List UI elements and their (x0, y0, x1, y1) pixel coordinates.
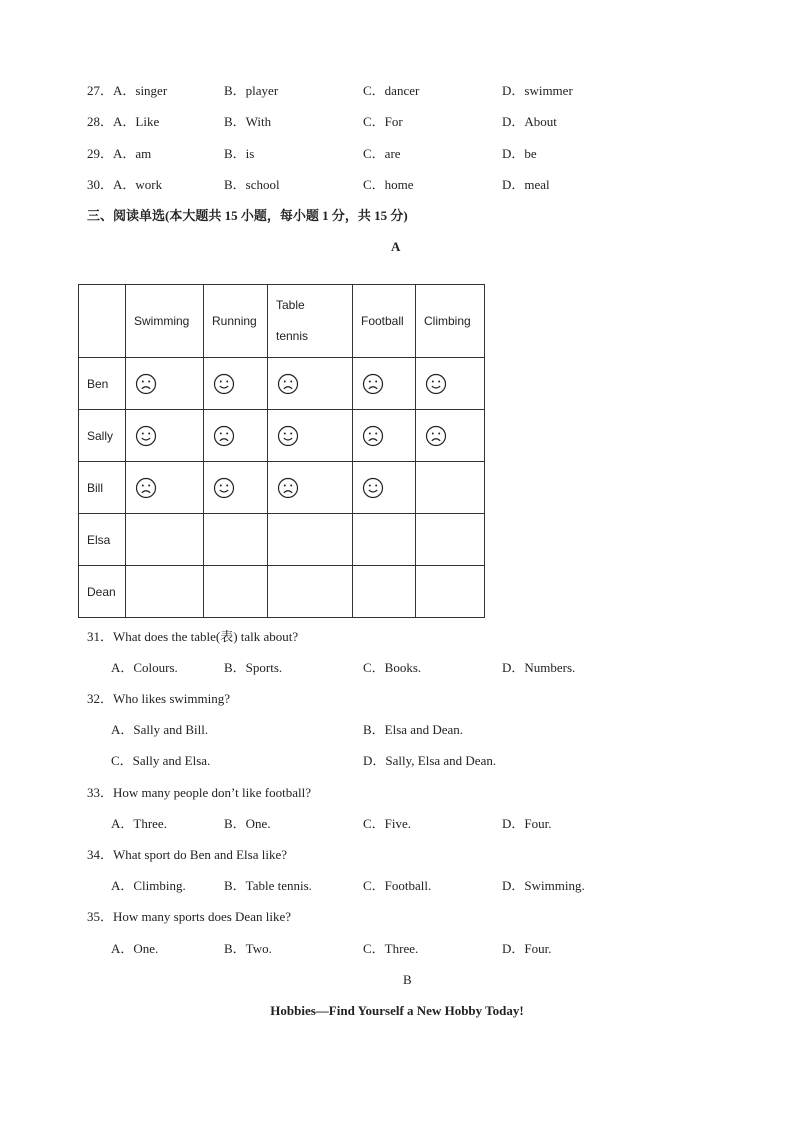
option-a: A．am (113, 146, 152, 161)
mark-cell (268, 566, 353, 618)
option-c: C．Three. (363, 941, 419, 956)
mark-cell (204, 566, 268, 618)
mark-cell (126, 462, 204, 514)
sad-face-icon (135, 477, 157, 499)
option-b: B．school (224, 177, 280, 192)
sad-face-icon (425, 425, 447, 447)
mark-cell (353, 566, 416, 618)
option-d: D．be (502, 146, 537, 161)
sad-face-icon (213, 425, 235, 447)
header-climbing: Climbing (424, 314, 471, 328)
option-b: B．player (224, 83, 279, 98)
mark-cell (126, 410, 204, 462)
option-d: D．swimmer (502, 83, 573, 98)
question-32-options-1 (0, 720, 794, 740)
option-c: C．Books. (363, 660, 422, 675)
happy-face-icon (213, 477, 235, 499)
mark-cell (268, 358, 353, 410)
header-cell (204, 285, 268, 358)
mark-cell (416, 358, 485, 410)
question-32-stem: 32．Who likes swimming? (87, 691, 230, 706)
option-b: B．With (224, 114, 272, 129)
option-a: A．Three. (111, 816, 167, 831)
row-name-cell: Dean (79, 566, 126, 618)
row-name-cell: Elsa (79, 514, 126, 566)
question-34-stem: 34．What sport do Ben and Elsa like? (87, 847, 288, 862)
mark-cell (204, 462, 268, 514)
passage-b-label: B (403, 972, 412, 987)
passage-b-title: Hobbies—Find Yourself a New Hobby Today! (270, 1003, 524, 1018)
option-d: D．Sally, Elsa and Dean. (363, 753, 497, 768)
mark-cell (416, 462, 485, 514)
option-b: B．Elsa and Dean. (363, 722, 464, 737)
option-row-29 (0, 144, 794, 164)
header-cell (268, 285, 353, 358)
header-cell (79, 285, 126, 358)
mark-cell (126, 358, 204, 410)
option-d: D．meal (502, 177, 550, 192)
option-a: A．Like (113, 114, 160, 129)
option-b: B．One. (224, 816, 271, 831)
sports-table (78, 284, 485, 618)
header-football: Football (361, 314, 404, 328)
table-row (79, 566, 485, 618)
sad-face-icon (362, 425, 384, 447)
option-c: C．Sally and Elsa. (111, 753, 211, 768)
option-c: C．are (363, 146, 401, 161)
sad-face-icon (135, 373, 157, 395)
question-35-stem: 35．How many sports does Dean like? (87, 909, 291, 924)
sad-face-icon (362, 373, 384, 395)
happy-face-icon (135, 425, 157, 447)
header-table-tennis: Table tennis (276, 298, 309, 343)
option-a: A．Climbing. (111, 878, 186, 893)
option-row-27 (0, 81, 794, 101)
option-d: D．Four. (502, 941, 552, 956)
option-a: A．Colours. (111, 660, 178, 675)
mark-cell (268, 514, 353, 566)
question-35-options (0, 939, 794, 959)
header-running: Running (212, 314, 257, 328)
option-d: D．Four. (502, 816, 552, 831)
option-a: A．singer (113, 83, 168, 98)
row-name-cell: Bill (79, 462, 126, 514)
question-31-stem: 31．What does the table(表) talk about? (87, 629, 299, 644)
option-b: B．Two. (224, 941, 272, 956)
mark-cell (353, 410, 416, 462)
option-d: D．About (502, 114, 557, 129)
table-header-row (79, 285, 485, 358)
option-d: D．Swimming. (502, 878, 585, 893)
question-number: 27． (87, 83, 114, 98)
option-c: C．home (363, 177, 414, 192)
happy-face-icon (362, 477, 384, 499)
option-c: C．dancer (363, 83, 420, 98)
option-c: C．Football. (363, 878, 432, 893)
question-32-options-2 (0, 751, 794, 771)
option-c: C．For (363, 114, 403, 129)
option-b: B．Table tennis. (224, 878, 312, 893)
mark-cell (126, 514, 204, 566)
question-number: 29． (87, 146, 114, 161)
header-cell (416, 285, 485, 358)
row-name-cell: Sally (79, 410, 126, 462)
sad-face-icon (277, 373, 299, 395)
question-number: 30． (87, 177, 114, 192)
option-row-30 (0, 175, 794, 195)
mark-cell (268, 410, 353, 462)
passage-a-label: A (391, 239, 401, 254)
mark-cell (204, 514, 268, 566)
mark-cell (416, 410, 485, 462)
option-a: A．Sally and Bill. (111, 722, 209, 737)
option-row-28 (0, 112, 794, 132)
table-row (79, 410, 485, 462)
mark-cell (126, 566, 204, 618)
option-a: A．work (113, 177, 163, 192)
question-31-options (0, 658, 794, 678)
mark-cell (204, 358, 268, 410)
section-title: 三、阅读单选(本大题共 15 小题，每小题 1 分，共 15 分) (87, 208, 408, 223)
table-row (79, 514, 485, 566)
table-row (79, 462, 485, 514)
sad-face-icon (277, 477, 299, 499)
mark-cell (353, 358, 416, 410)
happy-face-icon (277, 425, 299, 447)
mark-cell (204, 410, 268, 462)
header-cell (126, 285, 204, 358)
question-33-stem: 33．How many people don’t like football? (87, 785, 311, 800)
mark-cell (268, 462, 353, 514)
question-34-options (0, 876, 794, 896)
mark-cell (353, 462, 416, 514)
mark-cell (416, 566, 485, 618)
option-c: C．Five. (363, 816, 412, 831)
row-name-cell: Ben (79, 358, 126, 410)
question-number: 28． (87, 114, 114, 129)
header-cell (353, 285, 416, 358)
header-swimming: Swimming (134, 314, 190, 328)
table-row (79, 358, 485, 410)
question-33-options (0, 814, 794, 834)
option-b: B．Sports. (224, 660, 283, 675)
happy-face-icon (425, 373, 447, 395)
option-a: A．One. (111, 941, 159, 956)
mark-cell (416, 514, 485, 566)
happy-face-icon (213, 373, 235, 395)
option-b: B．is (224, 146, 255, 161)
option-d: D．Numbers. (502, 660, 576, 675)
mark-cell (353, 514, 416, 566)
